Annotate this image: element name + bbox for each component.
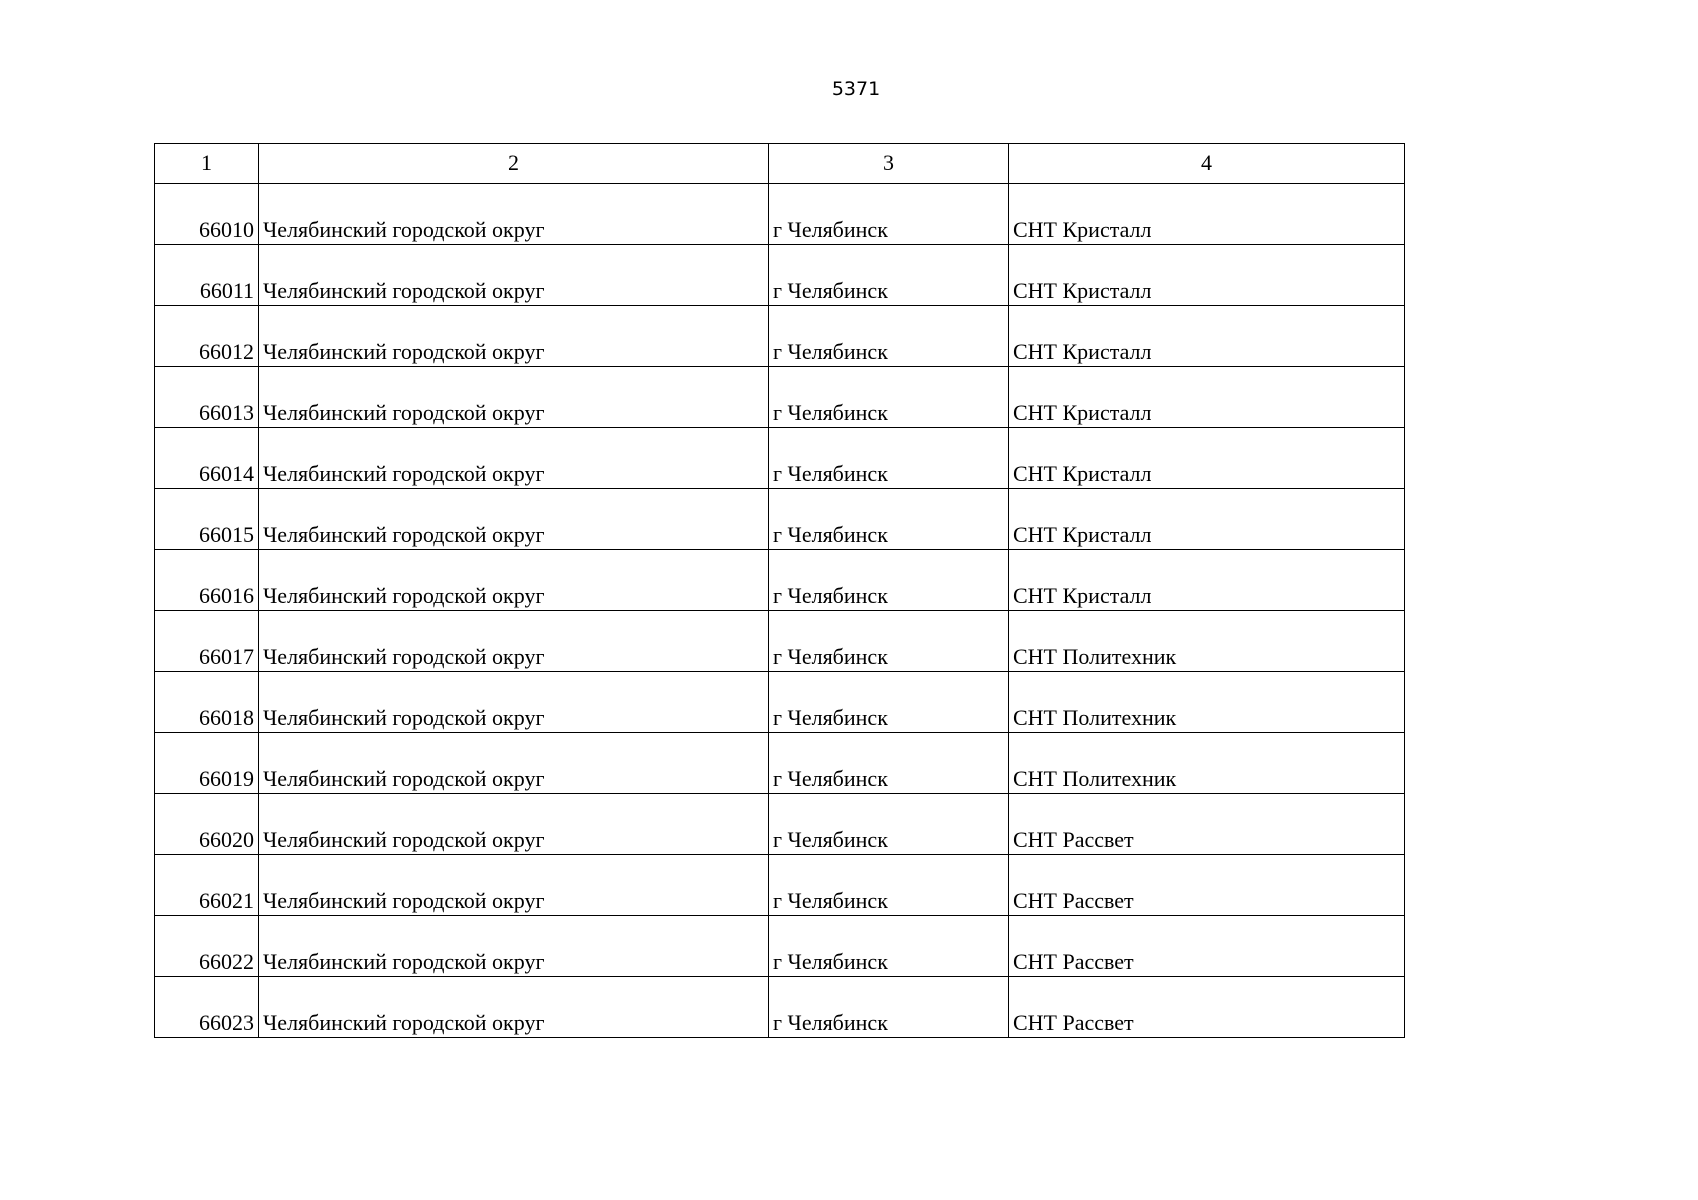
table-body — [155, 184, 1405, 1038]
cell-district: Челябинский городской округ — [259, 855, 769, 916]
cell-settlement: СНТ Рассвет — [1009, 916, 1405, 977]
cell-city: г Челябинск — [769, 794, 1009, 855]
cell-city: г Челябинск — [769, 306, 1009, 367]
cell-code: 66013 — [155, 367, 259, 428]
table-row — [155, 916, 1405, 977]
table-row — [155, 977, 1405, 1038]
cell-settlement: СНТ Кристалл — [1009, 245, 1405, 306]
cell-city: г Челябинск — [769, 245, 1009, 306]
cell-city: г Челябинск — [769, 428, 1009, 489]
cell-city: г Челябинск — [769, 916, 1009, 977]
cell-code: 66021 — [155, 855, 259, 916]
cell-district: Челябинский городской округ — [259, 550, 769, 611]
page-number: 5371 — [831, 78, 881, 100]
cell-code: 66016 — [155, 550, 259, 611]
table-row — [155, 489, 1405, 550]
table-row — [155, 672, 1405, 733]
cell-settlement: СНТ Рассвет — [1009, 977, 1405, 1038]
cell-settlement: СНТ Кристалл — [1009, 428, 1405, 489]
cell-district: Челябинский городской округ — [259, 428, 769, 489]
table-row — [155, 306, 1405, 367]
cell-district: Челябинский городской округ — [259, 733, 769, 794]
cell-city: г Челябинск — [769, 550, 1009, 611]
header-col-1: 1 — [155, 144, 259, 184]
cell-code: 66014 — [155, 428, 259, 489]
cell-settlement: СНТ Рассвет — [1009, 855, 1405, 916]
cell-code: 66019 — [155, 733, 259, 794]
table-row — [155, 550, 1405, 611]
header-row — [155, 144, 1405, 184]
table-row — [155, 794, 1405, 855]
cell-code: 66022 — [155, 916, 259, 977]
cell-code: 66018 — [155, 672, 259, 733]
cell-city: г Челябинск — [769, 672, 1009, 733]
cell-settlement: СНТ Кристалл — [1009, 550, 1405, 611]
table-row — [155, 428, 1405, 489]
cell-settlement: СНТ Кристалл — [1009, 367, 1405, 428]
cell-city: г Челябинск — [769, 855, 1009, 916]
cell-code: 66015 — [155, 489, 259, 550]
data-table — [154, 143, 1405, 1038]
cell-code: 66023 — [155, 977, 259, 1038]
header-col-4: 4 — [1009, 144, 1405, 184]
cell-district: Челябинский городской округ — [259, 489, 769, 550]
cell-settlement: СНТ Политехник — [1009, 672, 1405, 733]
table-row — [155, 245, 1405, 306]
cell-code: 66020 — [155, 794, 259, 855]
cell-settlement: СНТ Кристалл — [1009, 184, 1405, 245]
cell-city: г Челябинск — [769, 611, 1009, 672]
cell-district: Челябинский городской округ — [259, 977, 769, 1038]
cell-district: Челябинский городской округ — [259, 611, 769, 672]
cell-district: Челябинский городской округ — [259, 916, 769, 977]
cell-settlement: СНТ Кристалл — [1009, 489, 1405, 550]
cell-code: 66010 — [155, 184, 259, 245]
cell-city: г Челябинск — [769, 733, 1009, 794]
table-row — [155, 733, 1405, 794]
table-row — [155, 855, 1405, 916]
cell-settlement: СНТ Политехник — [1009, 733, 1405, 794]
cell-district: Челябинский городской округ — [259, 367, 769, 428]
header-col-3: 3 — [769, 144, 1009, 184]
table-row — [155, 367, 1405, 428]
cell-city: г Челябинск — [769, 184, 1009, 245]
cell-city: г Челябинск — [769, 489, 1009, 550]
cell-settlement: СНТ Кристалл — [1009, 306, 1405, 367]
header-col-2: 2 — [259, 144, 769, 184]
cell-city: г Челябинск — [769, 367, 1009, 428]
cell-district: Челябинский городской округ — [259, 794, 769, 855]
cell-code: 66011 — [155, 245, 259, 306]
cell-district: Челябинский городской округ — [259, 306, 769, 367]
table-row — [155, 184, 1405, 245]
cell-district: Челябинский городской округ — [259, 245, 769, 306]
cell-settlement: СНТ Политехник — [1009, 611, 1405, 672]
cell-district: Челябинский городской округ — [259, 672, 769, 733]
cell-code: 66012 — [155, 306, 259, 367]
table-row — [155, 611, 1405, 672]
cell-code: 66017 — [155, 611, 259, 672]
cell-city: г Челябинск — [769, 977, 1009, 1038]
cell-settlement: СНТ Рассвет — [1009, 794, 1405, 855]
table-header — [155, 144, 1405, 184]
cell-district: Челябинский городской округ — [259, 184, 769, 245]
